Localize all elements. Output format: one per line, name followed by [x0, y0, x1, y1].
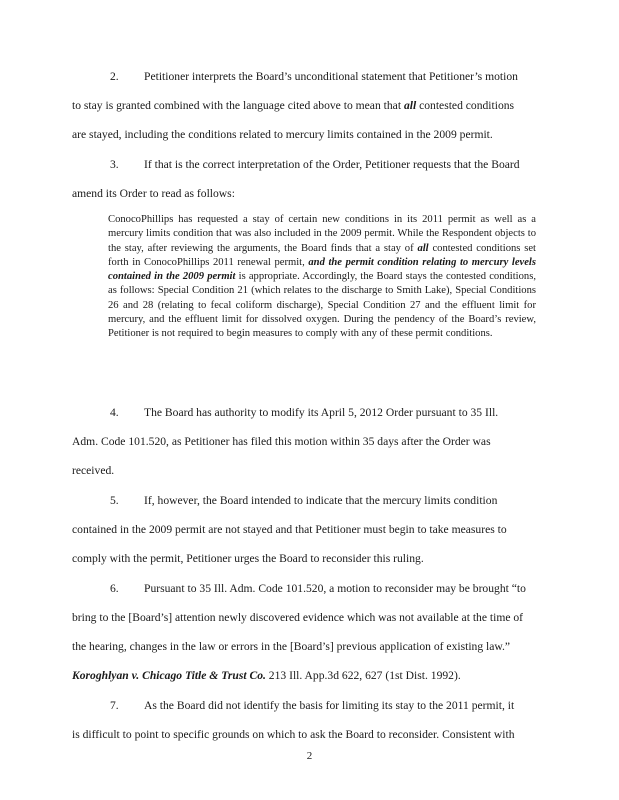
paragraph-5-line-2: contained in the 2009 permit are not stayed and that Petitioner must begin to take measures to: [72, 523, 507, 536]
emphasis-all: all: [403, 99, 417, 112]
paragraph-4-line-1: 4. The Board has authority to modify its April 5, 2012 Order pursuant to 35 Ill.: [72, 398, 544, 428]
paragraph-number: 2.: [110, 70, 119, 83]
paragraph-3-line-2: amend its Order to read as follows:: [72, 187, 235, 200]
paragraph-4-line-2: Adm. Code 101.520, as Petitioner has filed this motion within 35 days after the Order was: [72, 435, 491, 448]
paragraph-number: 4.: [110, 406, 119, 419]
quote-emphasis-mercury: and the permit condition relating to mercury levels contained in the 2009 permit: [108, 256, 536, 283]
paragraph-number: 5.: [110, 494, 119, 507]
page-number: 2: [306, 750, 313, 762]
paragraph-5-line-3: comply with the permit, Petitioner urges the Board to reconsider this ruling.: [72, 552, 424, 565]
paragraph-6-line-3: the hearing, changes in the law or errors in the [Board’s] previous application of existing law.”: [72, 640, 511, 653]
case-citation: Koroghlyan v. Chicago Title & Trust Co.: [72, 669, 266, 682]
paragraph-2-line-3: are stayed, including the conditions related to mercury limits contained in the 2009 permit.: [72, 128, 493, 141]
quote-emphasis-all: all: [417, 242, 429, 254]
paragraph-6-line-2: bring to the [Board’s] attention newly discovered evidence which was not available at the time of: [72, 611, 524, 624]
block-quote: ConocoPhillips has requested a stay of certain new conditions in its 2011 permit as well as a mercury limits condition that was also included in the 2009 permit. While the Respondent objects to the stay, after reviewing the arguments, the Board finds that a stay of all contested conditions set forth in ConocoPhillips 2011 renewal permit, and the permit condition relating to mercury levels contained in the 2009 permit is appropriate. Accordingly, the Board stays the contested conditions, as follows: Special Condition 21 (which relates to the discharge to Smith Lake), Special Conditions 26 and 28 (relating to fecal coliform discharge), Special Condition 27 and the effluent limit for mercury, and the effluent limit for dissolved oxygen. During the pendency of the Board’s review, Petitioner is not required to begin measures to comply with any of these permit conditions.: [108, 214, 537, 340]
paragraph-6-line-1: 6. Pursuant to 35 Ill. Adm. Code 101.520, a motion to reconsider may be brought “to: [72, 574, 544, 604]
paragraph-7-line-1: 7. As the Board did not identify the basis for limiting its stay to the 2011 permit, it: [72, 691, 544, 721]
paragraph-2-line-2: to stay is granted combined with the language cited above to mean that all contested conditions: [72, 99, 515, 112]
paragraph-4-line-3: received.: [72, 464, 115, 477]
paragraph-number: 3.: [110, 158, 119, 171]
paragraph-7-line-2: is difficult to point to specific grounds on which to ask the Board to reconsider. Consistent with: [72, 728, 515, 741]
paragraph-5-line-1: 5. If, however, the Board intended to indicate that the mercury limits condition: [72, 486, 544, 516]
paragraph-number: 6.: [110, 582, 119, 595]
paragraph-3-line-1: 3. If that is the correct interpretation of the Order, Petitioner requests that the Board: [72, 150, 544, 180]
paragraph-6-citation: Koroghlyan v. Chicago Title & Trust Co. 213 Ill. App.3d 622, 627 (1st Dist. 1992).: [72, 669, 461, 682]
paragraph-2-line-1: 2. Petitioner interprets the Board’s unconditional statement that Petitioner’s motion: [72, 62, 544, 92]
paragraph-number: 7.: [110, 699, 119, 712]
